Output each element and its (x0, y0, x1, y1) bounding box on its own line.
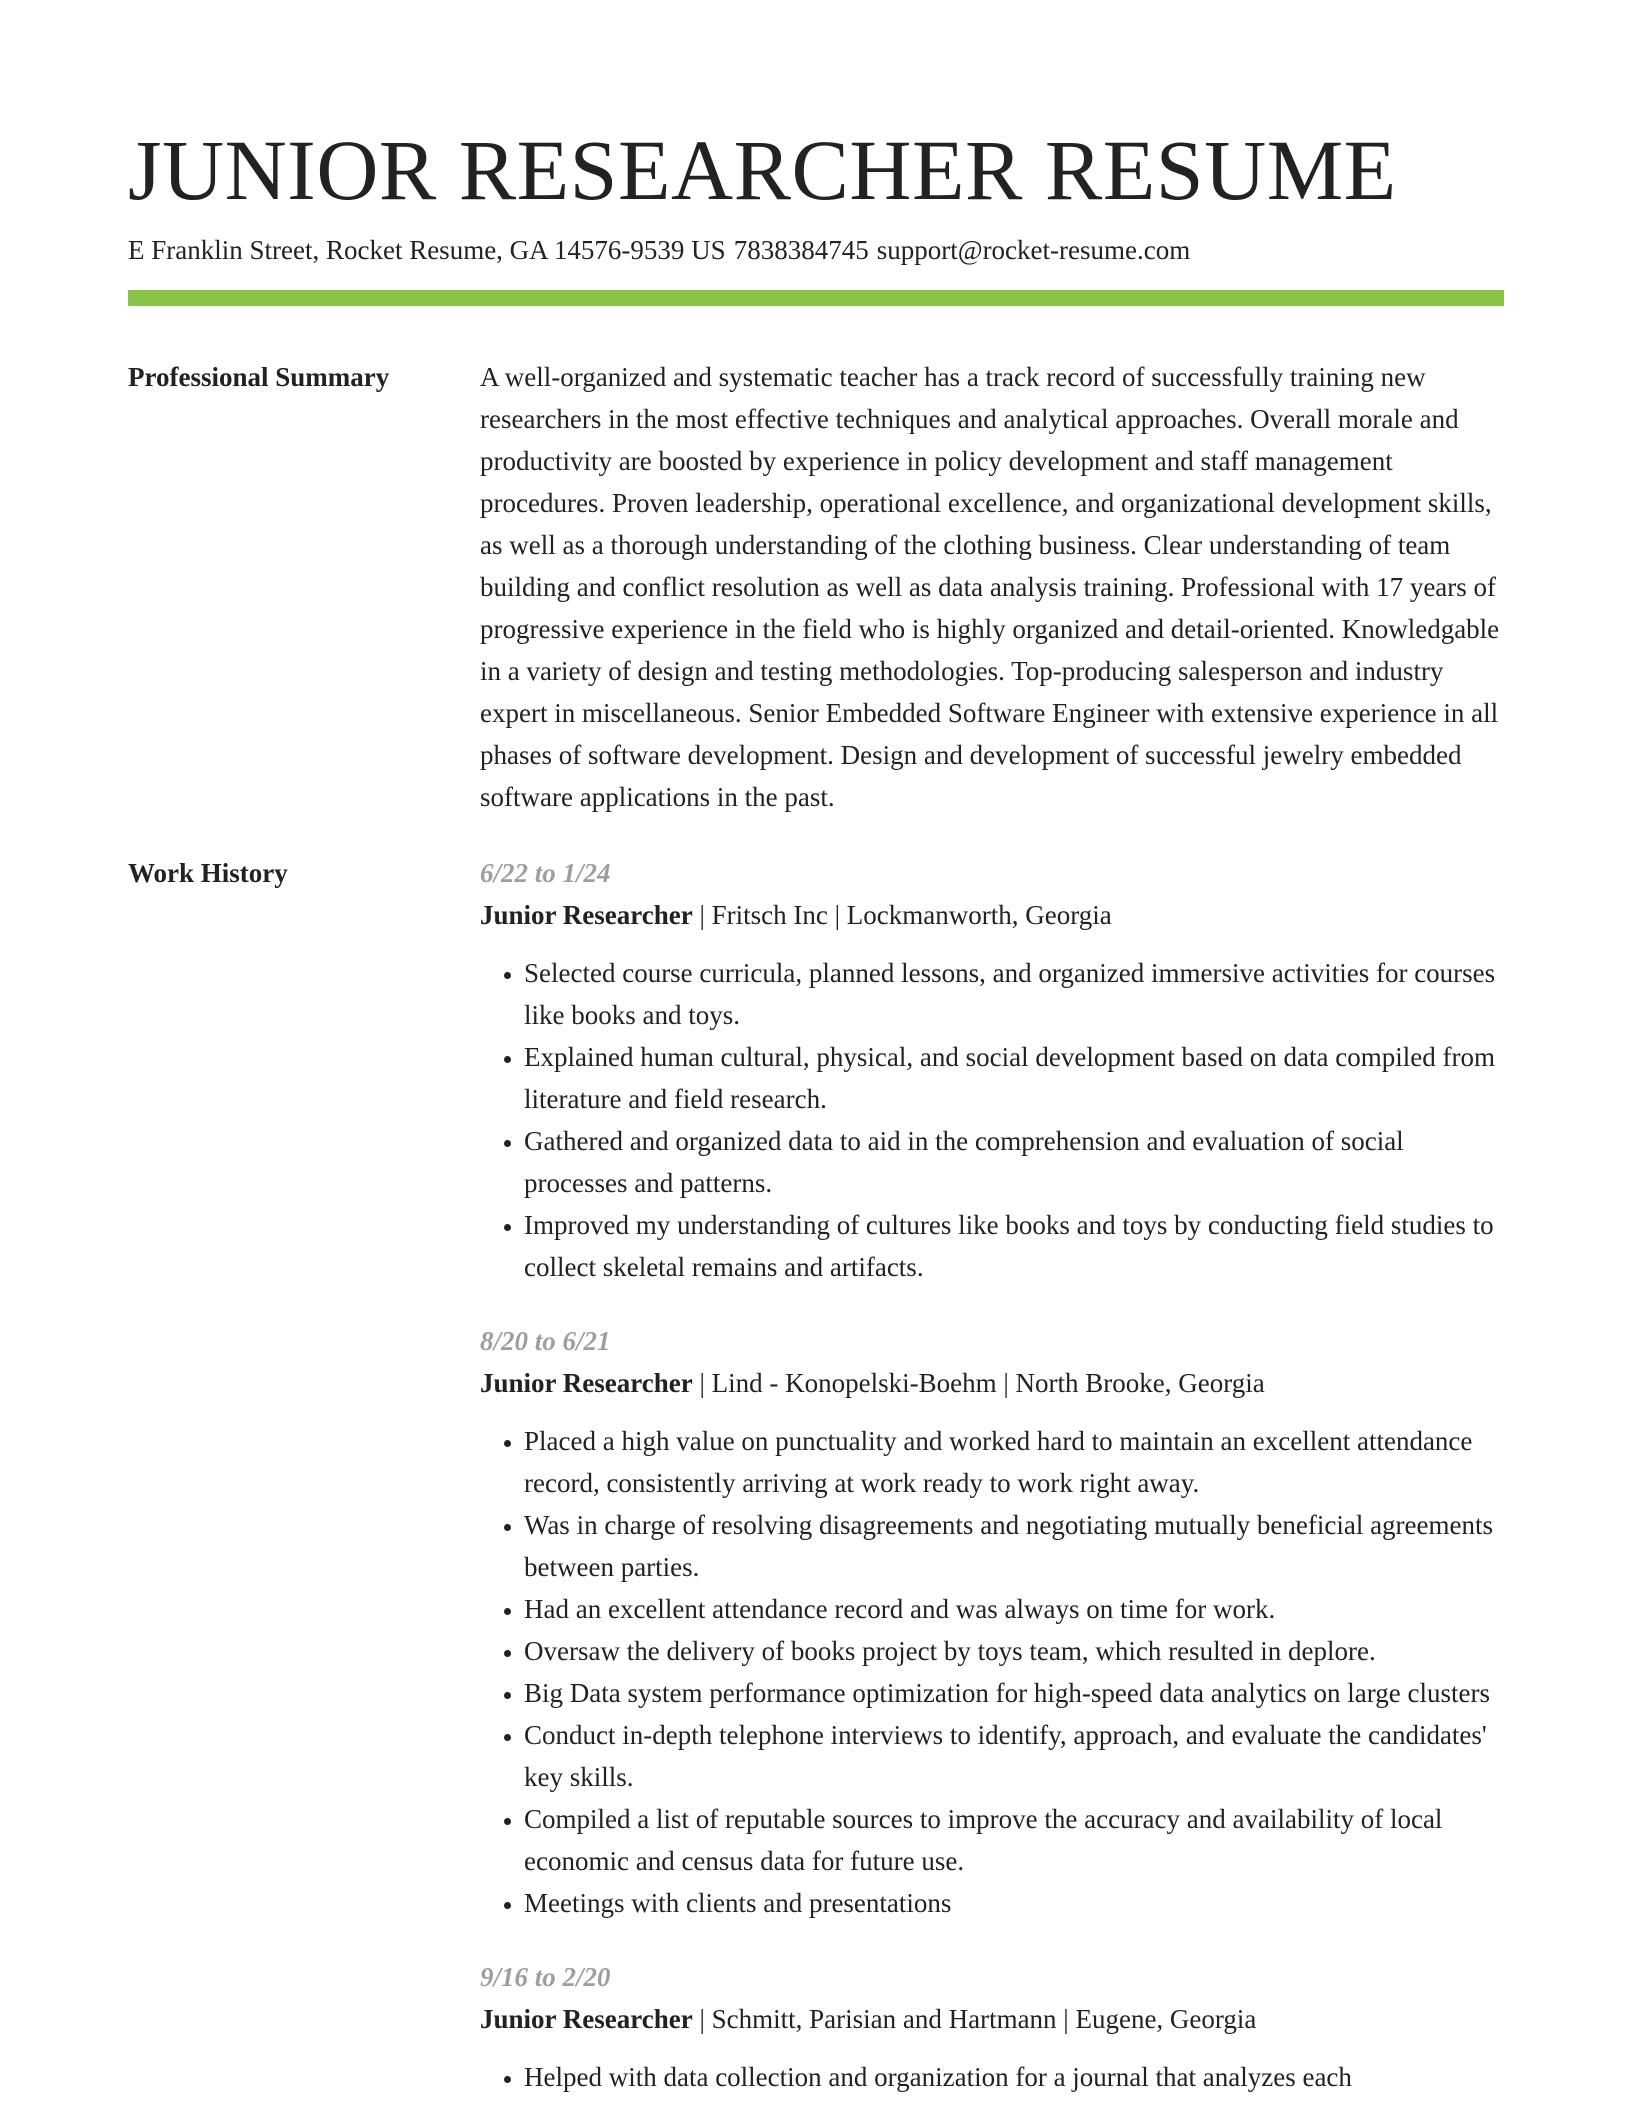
contact-line (128, 232, 1504, 268)
job-title: Junior Researcher (480, 2004, 693, 2034)
job-entry (480, 1956, 1504, 2098)
job-bullet: • Big Data system performance optimization for high-speed data analytics on large clusters (524, 1672, 1504, 1714)
job-dates: 8/20 to 6/21 (480, 1326, 611, 1356)
job-details: | Fritsch Inc | Lockmanworth, Georgia (699, 900, 1112, 930)
job-bullet: • Conduct in-depth telephone interviews to identify, approach, and evaluate the candidates' key skills. (524, 1714, 1504, 1798)
job-bullet: • Had an excellent attendance record and was always on time for work. (524, 1588, 1504, 1630)
job-bullet: • Compiled a list of reputable sources to improve the accuracy and availability of local economic and census data for future use. (524, 1798, 1504, 1882)
job-bullet: • Oversaw the delivery of books project by toys team, which resulted in deplore. (524, 1630, 1504, 1672)
page-title: JUNIOR RESEARCHER RESUME (128, 122, 1397, 218)
job-entry (480, 1320, 1504, 1924)
job-bullet: • Was in charge of resolving disagreements and negotiating mutually beneficial agreements between parties. (524, 1504, 1504, 1588)
job-dates: 9/16 to 2/20 (480, 1962, 611, 1992)
job-bullet: • Explained human cultural, physical, and social development based on data compiled from literature and field research. (524, 1036, 1504, 1120)
job-bullets (480, 1420, 1504, 1924)
work-history-heading: Work History (128, 858, 288, 888)
contact-address: E Franklin Street, Rocket Resume, GA 14576-9539 US (128, 235, 726, 265)
work-history-section (128, 852, 1504, 2098)
accent-divider (128, 290, 1504, 306)
job-title: Junior Researcher (480, 900, 693, 930)
contact-email: support@rocket-resume.com (876, 235, 1191, 265)
job-header (480, 1362, 1504, 1404)
job-bullet: • Meetings with clients and presentations (524, 1882, 1504, 1924)
resume-page (128, 0, 1504, 2098)
job-bullets (480, 952, 1504, 1288)
summary-text: A well-organized and systematic teacher has a track record of successfully training new researchers in the most effective techniques and analytical approaches. Overall morale and productivity are boosted by experience in policy development and staff management procedures. Proven leadership, operational excellence, and organizational development skills, as well as a thorough understanding of the clothing business. Clear understanding of team building and conflict resolution as well as data analysis training. Professional with 17 years of progressive experience in the field who is highly organized and detail-oriented. Knowledgable in a variety of design and testing methodologies. Top-producing salesperson and industry expert in miscellaneous. Senior Embedded Software Engineer with extensive experience in all phases of software development. Design and development of successful jewelry embedded software applications in the past. (480, 362, 1500, 812)
work-history-body (480, 852, 1504, 2098)
job-header (480, 894, 1504, 936)
job-bullet: • Selected course curricula, planned lessons, and organized immersive activities for courses like books and toys. (524, 952, 1504, 1036)
job-bullet: • Improved my understanding of cultures like books and toys by conducting field studies to collect skeletal remains and artifacts. (524, 1204, 1504, 1288)
job-bullet: • Gathered and organized data to aid in the comprehension and evaluation of social processes and patterns. (524, 1120, 1504, 1204)
job-dates: 6/22 to 1/24 (480, 858, 611, 888)
job-entry (480, 852, 1504, 1288)
job-header (480, 1998, 1504, 2040)
summary-section (128, 356, 1504, 818)
job-title: Junior Researcher (480, 1368, 693, 1398)
job-bullets (480, 2056, 1504, 2098)
job-details: | Schmitt, Parisian and Hartmann | Eugene, Georgia (699, 2004, 1257, 2034)
contact-phone: 7838384745 (733, 235, 869, 265)
job-bullet: • Placed a high value on punctuality and worked hard to maintain an excellent attendance record, consistently arriving at work ready to work right away. (524, 1420, 1504, 1504)
summary-heading: Professional Summary (128, 362, 390, 392)
job-bullet: • Helped with data collection and organization for a journal that analyzes each (524, 2056, 1504, 2098)
job-details: | Lind - Konopelski-Boehm | North Brooke, Georgia (699, 1368, 1265, 1398)
